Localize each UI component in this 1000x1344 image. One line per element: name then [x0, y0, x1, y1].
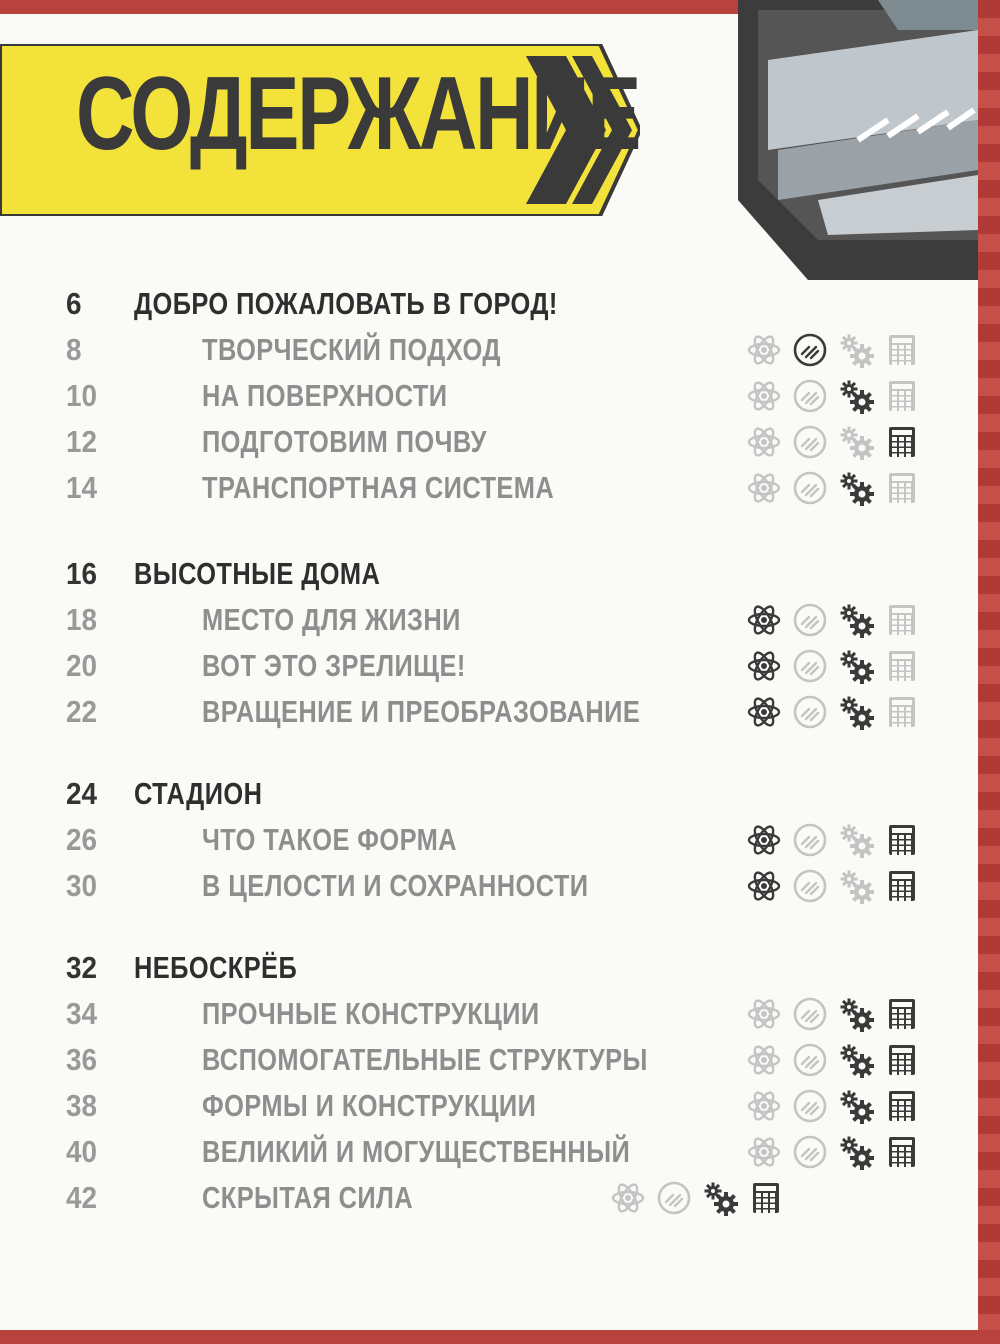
page-title: СОДЕРЖАНИЕ	[76, 56, 640, 172]
page-number: 16	[66, 556, 98, 591]
toc-entry[interactable]	[0, 470, 978, 514]
subject-icons	[746, 694, 920, 730]
entry-title: В ЦЕЛОСТИ И СОХРАННОСТИ	[202, 868, 589, 903]
entry-title: ВРАЩЕНИЕ И ПРЕОБРАЗОВАНИЕ	[202, 694, 641, 729]
toc-entry[interactable]	[0, 1088, 978, 1132]
science-icon	[746, 1134, 782, 1170]
page-number: 42	[66, 1180, 98, 1215]
subject-icons	[746, 996, 920, 1032]
city-illustration	[738, 0, 978, 280]
math-icon	[884, 996, 920, 1032]
engineering-icon	[838, 648, 874, 684]
page-number: 40	[66, 1134, 98, 1169]
toc-entry[interactable]	[0, 1042, 978, 1086]
page-number: 20	[66, 648, 98, 683]
page-number: 22	[66, 694, 98, 729]
entry-title: ЧТО ТАКОЕ ФОРМА	[202, 822, 457, 857]
entry-title: НА ПОВЕРХНОСТИ	[202, 378, 448, 413]
math-icon	[884, 332, 920, 368]
entry-title: ВОТ ЭТО ЗРЕЛИЩЕ!	[202, 648, 466, 683]
entry-title: ПРОЧНЫЕ КОНСТРУКЦИИ	[202, 996, 540, 1031]
page-number: 36	[66, 1042, 98, 1077]
math-icon	[884, 868, 920, 904]
toc-entry[interactable]	[0, 378, 978, 422]
entry-title: ВСПОМОГАТЕЛЬНЫЕ СТРУКТУРЫ	[202, 1042, 648, 1077]
subject-icons	[610, 1180, 784, 1216]
entry-title: ПОДГОТОВИМ ПОЧВУ	[202, 424, 487, 459]
engineering-icon	[838, 332, 874, 368]
math-icon	[884, 378, 920, 414]
subject-icons	[746, 470, 920, 506]
page-number: 12	[66, 424, 98, 459]
science-icon	[746, 602, 782, 638]
science-icon	[746, 470, 782, 506]
science-icon	[610, 1180, 646, 1216]
toc-section[interactable]	[0, 950, 978, 994]
technology-icon	[792, 1134, 828, 1170]
technology-icon	[792, 868, 828, 904]
entry-title: ТРАНСПОРТНАЯ СИСТЕМА	[202, 470, 555, 505]
subject-icons	[746, 648, 920, 684]
section-title: ВЫСОТНЫЕ ДОМА	[134, 556, 381, 591]
technology-icon	[792, 648, 828, 684]
subject-icons	[746, 822, 920, 858]
section-title: ДОБРО ПОЖАЛОВАТЬ В ГОРОД!	[134, 286, 558, 321]
technology-icon	[792, 332, 828, 368]
toc-entry[interactable]	[0, 1134, 978, 1178]
page-number: 34	[66, 996, 98, 1031]
science-icon	[746, 996, 782, 1032]
technology-icon	[792, 470, 828, 506]
technology-icon	[792, 424, 828, 460]
page-number: 18	[66, 602, 98, 637]
math-icon	[884, 648, 920, 684]
subject-icons	[746, 1042, 920, 1078]
toc-entry[interactable]	[0, 648, 978, 692]
engineering-icon	[838, 1088, 874, 1124]
entry-title: МЕСТО ДЛЯ ЖИЗНИ	[202, 602, 461, 637]
subject-icons	[746, 332, 920, 368]
math-icon	[884, 1134, 920, 1170]
entry-title: ВЕЛИКИЙ И МОГУЩЕСТВЕННЫЙ	[202, 1134, 631, 1169]
toc-entry[interactable]	[0, 1180, 978, 1224]
frame-bottom	[0, 1330, 1000, 1344]
science-icon	[746, 1088, 782, 1124]
engineering-icon	[838, 996, 874, 1032]
page-number: 14	[66, 470, 98, 505]
science-icon	[746, 694, 782, 730]
subject-icons	[746, 424, 920, 460]
page-number: 32	[66, 950, 98, 985]
technology-icon	[792, 378, 828, 414]
engineering-icon	[838, 424, 874, 460]
page-number: 38	[66, 1088, 98, 1123]
page-number: 10	[66, 378, 98, 413]
toc-entry[interactable]	[0, 424, 978, 468]
engineering-icon	[838, 694, 874, 730]
subject-icons	[746, 868, 920, 904]
technology-icon	[792, 1088, 828, 1124]
science-icon	[746, 332, 782, 368]
math-icon	[884, 602, 920, 638]
frame-right	[978, 0, 1000, 1344]
page-number: 26	[66, 822, 98, 857]
math-icon	[884, 424, 920, 460]
science-icon	[746, 868, 782, 904]
science-icon	[746, 378, 782, 414]
math-icon	[884, 1042, 920, 1078]
technology-icon	[656, 1180, 692, 1216]
entry-title: СКРЫТАЯ СИЛА	[202, 1180, 414, 1215]
subject-icons	[746, 602, 920, 638]
science-icon	[746, 822, 782, 858]
technology-icon	[792, 996, 828, 1032]
technology-icon	[792, 822, 828, 858]
engineering-icon	[838, 378, 874, 414]
math-icon	[884, 1088, 920, 1124]
page-number: 30	[66, 868, 98, 903]
toc-entry[interactable]	[0, 602, 978, 646]
page-number: 24	[66, 776, 98, 811]
engineering-icon	[838, 1134, 874, 1170]
technology-icon	[792, 602, 828, 638]
subject-icons	[746, 1134, 920, 1170]
page-number: 6	[66, 286, 82, 321]
entry-title: ФОРМЫ И КОНСТРУКЦИИ	[202, 1088, 537, 1123]
technology-icon	[792, 694, 828, 730]
section-title: НЕБОСКРЁБ	[134, 950, 298, 985]
toc-entry[interactable]	[0, 822, 978, 866]
toc-entry[interactable]	[0, 996, 978, 1040]
math-icon	[884, 470, 920, 506]
engineering-icon	[838, 1042, 874, 1078]
engineering-icon	[838, 868, 874, 904]
engineering-icon	[838, 470, 874, 506]
toc-entry[interactable]	[0, 332, 978, 376]
subject-icons	[746, 378, 920, 414]
toc-entry[interactable]	[0, 694, 978, 738]
toc-section[interactable]	[0, 776, 978, 820]
engineering-icon	[838, 602, 874, 638]
toc-section[interactable]	[0, 556, 978, 600]
toc-entry[interactable]	[0, 868, 978, 912]
science-icon	[746, 424, 782, 460]
entry-title: ТВОРЧЕСКИЙ ПОДХОД	[202, 332, 501, 367]
science-icon	[746, 1042, 782, 1078]
engineering-icon	[838, 822, 874, 858]
engineering-icon	[702, 1180, 738, 1216]
math-icon	[748, 1180, 784, 1216]
math-icon	[884, 694, 920, 730]
page-number: 8	[66, 332, 82, 367]
math-icon	[884, 822, 920, 858]
technology-icon	[792, 1042, 828, 1078]
section-title: СТАДИОН	[134, 776, 263, 811]
subject-icons	[746, 1088, 920, 1124]
toc-section[interactable]	[0, 286, 978, 330]
science-icon	[746, 648, 782, 684]
